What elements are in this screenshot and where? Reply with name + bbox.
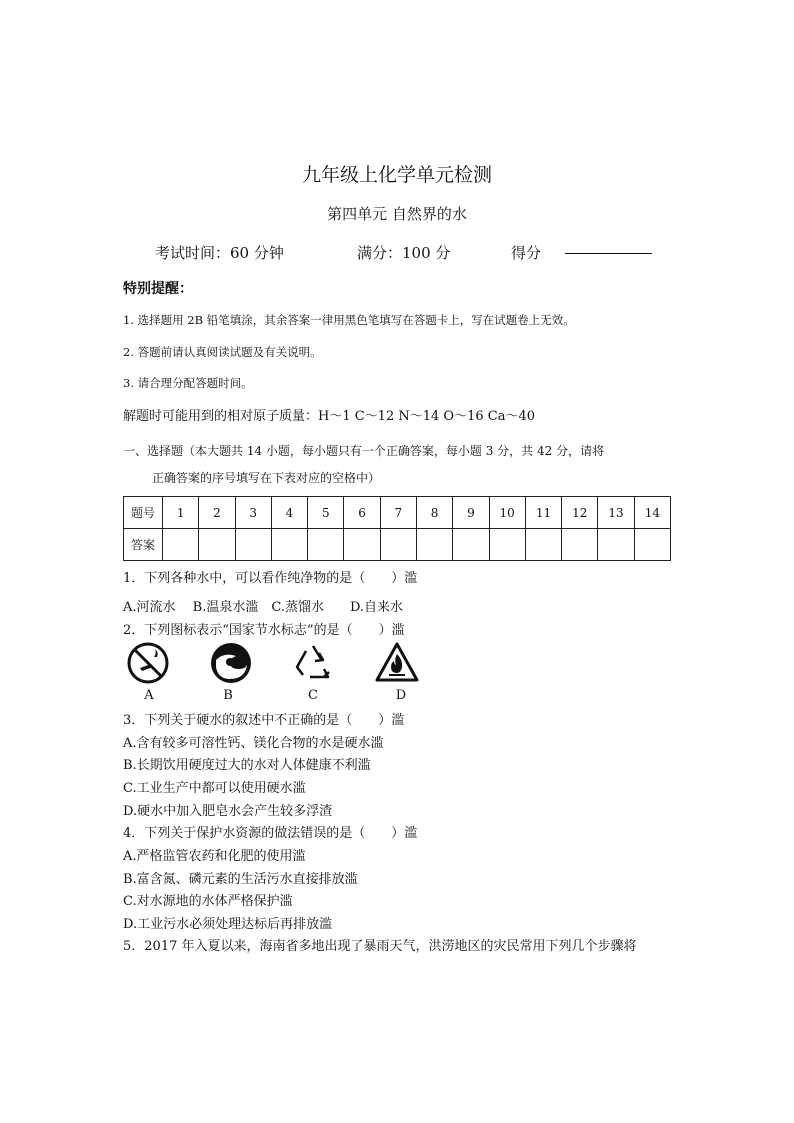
note-2: 2. 答题前请认真阅读试题及有关说明。 — [123, 345, 322, 359]
question-3-option-c: C.工业生产中都可以使用硬水滥 — [123, 781, 306, 796]
question-5: 5．2017 年入夏以来，海南省多地出现了暴雨天气，洪涝地区的灾民常用下列几个步骤将 — [123, 939, 637, 954]
question-2: 2．下列图标表示“国家节水标志”的是（ ）滥 — [123, 623, 405, 638]
answer-cell — [562, 529, 598, 561]
table-number-cell: 9 — [453, 497, 489, 529]
flammable-warning-icon — [374, 640, 420, 686]
option-a-label: A — [144, 688, 154, 703]
option-c-label: C — [308, 688, 318, 703]
score-label: 得分 — [511, 244, 542, 262]
question-4-option-c: C.对水源地的水体严格保护滥 — [123, 894, 293, 909]
question-3-option-a: A.含有较多可溶性钙、镁化合物的水是硬水滥 — [123, 736, 384, 751]
answer-cell — [416, 529, 452, 561]
section-1-heading: 一、选择题（本大题共 14 小题，每小题只有一个正确答案，每小题 3 分，共 42 分，请将 — [123, 444, 605, 458]
page-subtitle: 第四单元 自然界的水 — [327, 205, 467, 223]
table-number-cell: 2 — [199, 497, 235, 529]
table-number-cell: 11 — [525, 497, 561, 529]
answer-cell — [453, 529, 489, 561]
recycle-icon — [290, 640, 336, 686]
answer-cell — [489, 529, 525, 561]
exam-time: 考试时间：60 分钟 — [155, 244, 284, 262]
question-3-option-b: B.长期饮用硬度过大的水对人体健康不利滥 — [123, 758, 371, 773]
answer-cell — [525, 529, 561, 561]
atomic-masses: 解题时可能用到的相对原子质量：H～1 C～12 N～14 O～16 Ca～40 — [123, 409, 535, 424]
question-4: 4．下列关于保护水资源的做法错误的是（ ）滥 — [123, 826, 418, 841]
answer-table-number-row — [124, 497, 671, 529]
table-number-cell: 8 — [416, 497, 452, 529]
table-number-cell: 3 — [235, 497, 271, 529]
note-1: 1. 选择题用 2B 铅笔填涂，其余答案一律用黑色笔填写在答题卡上，写在试题卷上无效。 — [123, 313, 575, 327]
table-header-cell: 答案 — [124, 529, 163, 561]
table-number-cell: 7 — [380, 497, 416, 529]
section-1-heading-cont: 正确答案的序号填写在下表对应的空格中） — [152, 471, 381, 485]
answer-cell — [344, 529, 380, 561]
question-1-options: A.河流水 B.温泉水滥 C.蒸馏水 D.自来水 — [123, 600, 404, 615]
table-number-cell: 12 — [562, 497, 598, 529]
table-number-cell: 10 — [489, 497, 525, 529]
table-number-cell: 4 — [271, 497, 307, 529]
table-header-cell: 题号 — [124, 497, 163, 529]
answer-cell — [598, 529, 634, 561]
score-blank — [565, 253, 652, 254]
question-1: 1．下列各种水中，可以看作纯净物的是（ ）滥 — [123, 571, 418, 586]
table-number-cell: 5 — [308, 497, 344, 529]
full-score: 满分：100 分 — [357, 244, 451, 262]
answer-cell — [271, 529, 307, 561]
note-3: 3. 请合理分配答题时间。 — [123, 376, 253, 390]
question-4-option-d: D.工业污水必须处理达标后再排放滥 — [123, 917, 333, 932]
answer-table — [123, 496, 671, 561]
page-title: 九年级上化学单元检测 — [301, 164, 492, 186]
answer-cell — [380, 529, 416, 561]
option-b-label: B — [223, 688, 233, 703]
question-4-option-a: A.严格监管农药和化肥的使用滥 — [123, 849, 306, 864]
option-d-label: D — [395, 688, 407, 703]
answer-cell — [163, 529, 199, 561]
table-number-cell: 13 — [598, 497, 634, 529]
table-number-cell: 14 — [634, 497, 670, 529]
table-number-cell: 6 — [344, 497, 380, 529]
answer-table-answer-row — [124, 529, 671, 561]
answer-cell — [199, 529, 235, 561]
no-fire-sign-icon — [125, 640, 171, 686]
answer-cell — [634, 529, 670, 561]
question-4-option-b: B.富含氮、磷元素的生活污水直接排放滥 — [123, 872, 358, 887]
question-3-option-d: D.硬水中加入肥皂水会产生较多浮渣 — [123, 804, 333, 819]
answer-cell — [308, 529, 344, 561]
answer-cell — [235, 529, 271, 561]
question-3: 3．下列关于硬水的叙述中不正确的是（ ）滥 — [123, 713, 405, 728]
table-number-cell: 1 — [163, 497, 199, 529]
water-saving-sign-icon — [208, 640, 254, 686]
notes-heading: 特别提醒： — [123, 281, 193, 297]
